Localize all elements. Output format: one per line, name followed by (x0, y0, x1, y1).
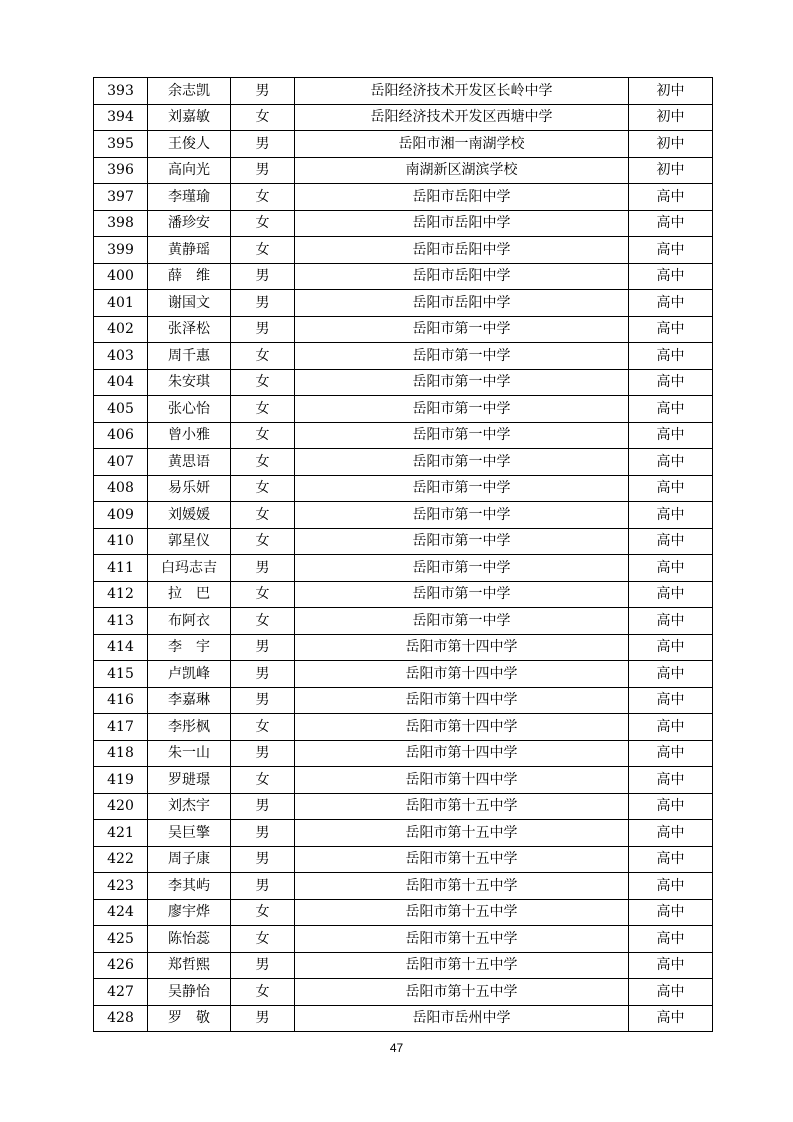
row-number-cell: 426 (94, 952, 148, 979)
row-number-cell: 406 (94, 422, 148, 449)
table-row (94, 634, 713, 661)
school-level-cell: 高中 (629, 343, 713, 370)
school-name-cell: 岳阳市第一中学 (295, 475, 629, 502)
student-name-cell: 陈怡蕊 (148, 926, 231, 953)
table-row (94, 979, 713, 1006)
row-number-cell: 420 (94, 793, 148, 820)
table-row (94, 502, 713, 529)
row-number-cell: 418 (94, 740, 148, 767)
school-level-cell: 高中 (629, 290, 713, 317)
roster-body (94, 78, 713, 1032)
student-name-cell: 李嘉琳 (148, 687, 231, 714)
student-name-cell: 拉 巴 (148, 581, 231, 608)
gender-cell: 女 (231, 979, 295, 1006)
school-level-cell: 高中 (629, 979, 713, 1006)
school-level-cell: 高中 (629, 846, 713, 873)
row-number-cell: 413 (94, 608, 148, 635)
school-level-cell: 高中 (629, 449, 713, 476)
row-number-cell: 416 (94, 687, 148, 714)
school-level-cell: 高中 (629, 820, 713, 847)
school-level-cell: 高中 (629, 369, 713, 396)
school-name-cell: 岳阳市第十四中学 (295, 661, 629, 688)
row-number-cell: 421 (94, 820, 148, 847)
row-number-cell: 428 (94, 1005, 148, 1032)
school-name-cell: 岳阳市第十五中学 (295, 846, 629, 873)
school-name-cell: 岳阳市第十五中学 (295, 873, 629, 900)
student-name-cell: 李彤枫 (148, 714, 231, 741)
school-name-cell: 岳阳市第十四中学 (295, 740, 629, 767)
gender-cell: 女 (231, 899, 295, 926)
gender-cell: 男 (231, 78, 295, 105)
table-row (94, 714, 713, 741)
student-name-cell: 余志凯 (148, 78, 231, 105)
student-name-cell: 吴静怡 (148, 979, 231, 1006)
table-row (94, 184, 713, 211)
gender-cell: 女 (231, 184, 295, 211)
table-row (94, 581, 713, 608)
gender-cell: 男 (231, 687, 295, 714)
table-row (94, 263, 713, 290)
school-name-cell: 岳阳市第一中学 (295, 581, 629, 608)
school-name-cell: 岳阳市第一中学 (295, 502, 629, 529)
school-level-cell: 高中 (629, 873, 713, 900)
table-row (94, 78, 713, 105)
school-name-cell: 岳阳市第一中学 (295, 343, 629, 370)
table-row (94, 846, 713, 873)
school-name-cell: 岳阳市第一中学 (295, 316, 629, 343)
row-number-cell: 395 (94, 131, 148, 158)
student-name-cell: 李瑾瑜 (148, 184, 231, 211)
gender-cell: 男 (231, 846, 295, 873)
table-row (94, 343, 713, 370)
row-number-cell: 405 (94, 396, 148, 423)
table-row (94, 740, 713, 767)
row-number-cell: 414 (94, 634, 148, 661)
row-number-cell: 397 (94, 184, 148, 211)
student-name-cell: 廖宇烨 (148, 899, 231, 926)
gender-cell: 男 (231, 634, 295, 661)
student-roster-table (93, 77, 713, 1032)
student-name-cell: 刘杰宇 (148, 793, 231, 820)
gender-cell: 男 (231, 131, 295, 158)
school-level-cell: 高中 (629, 793, 713, 820)
school-name-cell: 岳阳市第一中学 (295, 396, 629, 423)
school-level-cell: 高中 (629, 528, 713, 555)
gender-cell: 女 (231, 396, 295, 423)
table-row (94, 131, 713, 158)
school-level-cell: 高中 (629, 899, 713, 926)
table-row (94, 767, 713, 794)
table-row (94, 528, 713, 555)
gender-cell: 男 (231, 157, 295, 184)
row-number-cell: 402 (94, 316, 148, 343)
student-name-cell: 刘嘉敏 (148, 104, 231, 131)
school-name-cell: 岳阳市第十五中学 (295, 979, 629, 1006)
student-name-cell: 卢凯峰 (148, 661, 231, 688)
row-number-cell: 410 (94, 528, 148, 555)
row-number-cell: 415 (94, 661, 148, 688)
table-row (94, 687, 713, 714)
table-row (94, 157, 713, 184)
school-level-cell: 高中 (629, 210, 713, 237)
school-level-cell: 高中 (629, 555, 713, 582)
school-name-cell: 岳阳市第一中学 (295, 422, 629, 449)
row-number-cell: 424 (94, 899, 148, 926)
row-number-cell: 412 (94, 581, 148, 608)
page-number: 47 (389, 1041, 404, 1055)
school-name-cell: 岳阳市岳阳中学 (295, 210, 629, 237)
school-name-cell: 岳阳市岳阳中学 (295, 263, 629, 290)
school-level-cell: 高中 (629, 396, 713, 423)
row-number-cell: 409 (94, 502, 148, 529)
gender-cell: 女 (231, 237, 295, 264)
school-level-cell: 高中 (629, 926, 713, 953)
school-name-cell: 岳阳市岳阳中学 (295, 184, 629, 211)
table-row (94, 793, 713, 820)
row-number-cell: 400 (94, 263, 148, 290)
school-name-cell: 岳阳市第一中学 (295, 528, 629, 555)
student-name-cell: 朱安琪 (148, 369, 231, 396)
school-name-cell: 岳阳市第十五中学 (295, 899, 629, 926)
gender-cell: 女 (231, 343, 295, 370)
student-name-cell: 高向光 (148, 157, 231, 184)
school-level-cell: 初中 (629, 157, 713, 184)
school-level-cell: 高中 (629, 475, 713, 502)
gender-cell: 女 (231, 608, 295, 635)
table-row (94, 104, 713, 131)
school-name-cell: 岳阳市第十四中学 (295, 634, 629, 661)
school-level-cell: 高中 (629, 422, 713, 449)
school-name-cell: 岳阳市第一中学 (295, 608, 629, 635)
student-name-cell: 周千惠 (148, 343, 231, 370)
school-name-cell: 岳阳经济技术开发区长岭中学 (295, 78, 629, 105)
gender-cell: 女 (231, 528, 295, 555)
student-name-cell: 曾小雅 (148, 422, 231, 449)
student-name-cell: 朱一山 (148, 740, 231, 767)
school-level-cell: 高中 (629, 634, 713, 661)
table-row (94, 210, 713, 237)
school-name-cell: 岳阳市第一中学 (295, 369, 629, 396)
gender-cell: 男 (231, 952, 295, 979)
student-name-cell: 黄思语 (148, 449, 231, 476)
row-number-cell: 417 (94, 714, 148, 741)
school-level-cell: 初中 (629, 104, 713, 131)
row-number-cell: 423 (94, 873, 148, 900)
row-number-cell: 394 (94, 104, 148, 131)
table-row (94, 475, 713, 502)
student-name-cell: 刘媛媛 (148, 502, 231, 529)
table-row (94, 369, 713, 396)
gender-cell: 男 (231, 316, 295, 343)
row-number-cell: 396 (94, 157, 148, 184)
student-name-cell: 罗琎璟 (148, 767, 231, 794)
gender-cell: 男 (231, 740, 295, 767)
table-row (94, 396, 713, 423)
gender-cell: 女 (231, 369, 295, 396)
student-name-cell: 布阿衣 (148, 608, 231, 635)
school-level-cell: 高中 (629, 316, 713, 343)
table-row (94, 899, 713, 926)
school-level-cell: 高中 (629, 237, 713, 264)
row-number-cell: 399 (94, 237, 148, 264)
row-number-cell: 393 (94, 78, 148, 105)
table-row (94, 449, 713, 476)
gender-cell: 男 (231, 555, 295, 582)
school-level-cell: 高中 (629, 714, 713, 741)
school-level-cell: 高中 (629, 502, 713, 529)
gender-cell: 女 (231, 502, 295, 529)
school-name-cell: 南湖新区湖滨学校 (295, 157, 629, 184)
school-name-cell: 岳阳市第一中学 (295, 449, 629, 476)
school-name-cell: 岳阳市第十四中学 (295, 714, 629, 741)
table-row (94, 926, 713, 953)
gender-cell: 男 (231, 820, 295, 847)
school-name-cell: 岳阳市岳阳中学 (295, 290, 629, 317)
table-row (94, 952, 713, 979)
gender-cell: 男 (231, 873, 295, 900)
row-number-cell: 404 (94, 369, 148, 396)
table-row (94, 820, 713, 847)
gender-cell: 女 (231, 104, 295, 131)
student-name-cell: 郭星仪 (148, 528, 231, 555)
gender-cell: 女 (231, 449, 295, 476)
school-level-cell: 初中 (629, 78, 713, 105)
student-name-cell: 张心怡 (148, 396, 231, 423)
gender-cell: 女 (231, 422, 295, 449)
gender-cell: 男 (231, 290, 295, 317)
school-name-cell: 岳阳市第十四中学 (295, 767, 629, 794)
school-level-cell: 高中 (629, 1005, 713, 1032)
student-name-cell: 郑哲熙 (148, 952, 231, 979)
student-name-cell: 张泽松 (148, 316, 231, 343)
gender-cell: 女 (231, 767, 295, 794)
gender-cell: 男 (231, 1005, 295, 1032)
student-name-cell: 潘珍安 (148, 210, 231, 237)
table-row (94, 555, 713, 582)
student-name-cell: 薛 维 (148, 263, 231, 290)
row-number-cell: 425 (94, 926, 148, 953)
student-name-cell: 谢国文 (148, 290, 231, 317)
school-name-cell: 岳阳市岳州中学 (295, 1005, 629, 1032)
student-name-cell: 罗 敬 (148, 1005, 231, 1032)
table-row (94, 661, 713, 688)
row-number-cell: 401 (94, 290, 148, 317)
row-number-cell: 419 (94, 767, 148, 794)
row-number-cell: 422 (94, 846, 148, 873)
school-name-cell: 岳阳市第十五中学 (295, 793, 629, 820)
table-row (94, 290, 713, 317)
student-name-cell: 易乐妍 (148, 475, 231, 502)
student-name-cell: 王俊人 (148, 131, 231, 158)
school-level-cell: 高中 (629, 767, 713, 794)
school-level-cell: 高中 (629, 661, 713, 688)
row-number-cell: 411 (94, 555, 148, 582)
school-name-cell: 岳阳市岳阳中学 (295, 237, 629, 264)
gender-cell: 女 (231, 714, 295, 741)
school-name-cell: 岳阳经济技术开发区西塘中学 (295, 104, 629, 131)
student-name-cell: 黄静瑶 (148, 237, 231, 264)
table-row (94, 1005, 713, 1032)
student-name-cell: 周子康 (148, 846, 231, 873)
school-level-cell: 高中 (629, 581, 713, 608)
gender-cell: 女 (231, 210, 295, 237)
gender-cell: 女 (231, 581, 295, 608)
school-level-cell: 高中 (629, 263, 713, 290)
school-level-cell: 高中 (629, 952, 713, 979)
school-name-cell: 岳阳市第十五中学 (295, 926, 629, 953)
gender-cell: 男 (231, 263, 295, 290)
school-name-cell: 岳阳市第十四中学 (295, 687, 629, 714)
row-number-cell: 408 (94, 475, 148, 502)
school-name-cell: 岳阳市第十五中学 (295, 952, 629, 979)
school-name-cell: 岳阳市第十五中学 (295, 820, 629, 847)
school-level-cell: 高中 (629, 740, 713, 767)
table-row (94, 873, 713, 900)
school-level-cell: 高中 (629, 687, 713, 714)
gender-cell: 女 (231, 475, 295, 502)
row-number-cell: 407 (94, 449, 148, 476)
student-name-cell: 吴巨擎 (148, 820, 231, 847)
student-name-cell: 李其屿 (148, 873, 231, 900)
table-row (94, 237, 713, 264)
row-number-cell: 403 (94, 343, 148, 370)
student-name-cell: 李 宇 (148, 634, 231, 661)
row-number-cell: 427 (94, 979, 148, 1006)
school-level-cell: 高中 (629, 184, 713, 211)
school-name-cell: 岳阳市第一中学 (295, 555, 629, 582)
table-row (94, 608, 713, 635)
gender-cell: 女 (231, 926, 295, 953)
gender-cell: 男 (231, 793, 295, 820)
school-name-cell: 岳阳市湘一南湖学校 (295, 131, 629, 158)
school-level-cell: 初中 (629, 131, 713, 158)
student-name-cell: 白玛志吉 (148, 555, 231, 582)
row-number-cell: 398 (94, 210, 148, 237)
gender-cell: 男 (231, 661, 295, 688)
table-row (94, 316, 713, 343)
table-row (94, 422, 713, 449)
school-level-cell: 高中 (629, 608, 713, 635)
